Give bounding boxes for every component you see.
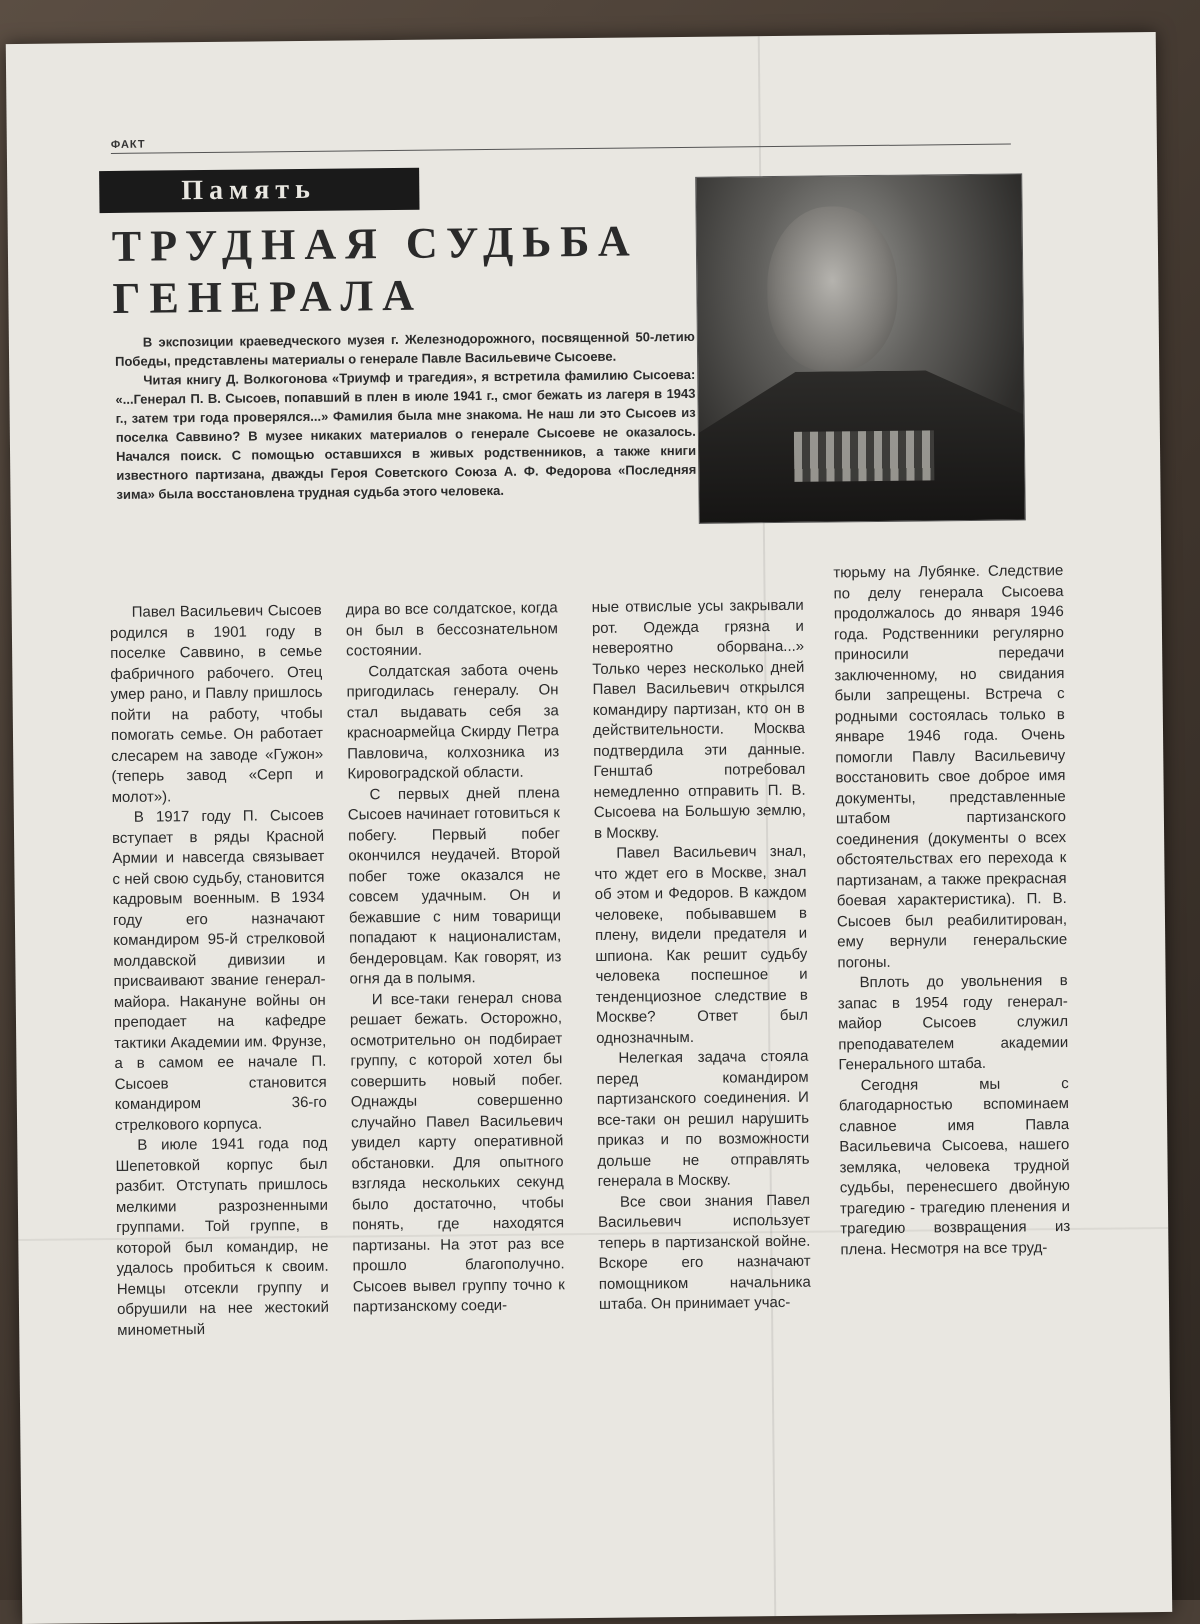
- column-paragraph: Сегодня мы с благодарностью вспоминаем славное имя Павла Васильевича Сысоева, нашего земляка, человека трудной судьбы, перенесшего двойную трагедию - трагедию пленения и трагедию возвращения из плена. Несмотря на все труд-: [838, 1074, 1071, 1258]
- column-paragraph: ные отвислые усы закрывали рот. Одежда грязна и невероятно оборвана...» Только через несколько дней Павел Васильевич открылся командиру партизан, кто он в действительности. Москва подтвердила эти данные. Генштаб потребовал немедленно отправить П. В. Сысоева на Большую землю, в Москву.: [591, 596, 806, 842]
- column-paragraph: Павел Васильевич знал, что ждет его в Москве, знал об этом и Федоров. В каждом человеке, побывавшем в плену, видели предателя и шпиона. Как решит судьбу человека поспешное и тенденциозное следствие в Москве? Ответ был однозначным.: [594, 842, 809, 1047]
- column-paragraph: В июле 1941 года под Шепетовкой корпус был разбит. Отступать пришлось мелкими разрозненными группами. Той группе, в которой был командир, не удалось пробиться к своим. Немцы отсекли группу и обрушили на нее жестокий минометный: [115, 1134, 330, 1339]
- text-column-4: [833, 561, 1074, 1573]
- text-column-3: [592, 596, 815, 1608]
- newspaper-clipping: [6, 32, 1172, 1624]
- photo-face: [767, 206, 899, 372]
- column-paragraph: Нелегкая задача стояла перед командиром партизанского соединения. И все-таки он решил нарушить приказ и по возможности дольше не отправлять генерала в Москву.: [596, 1047, 810, 1190]
- headline-line-1: ТРУДНАЯ СУДЬБА: [111, 216, 639, 271]
- column-paragraph: Павел Васильевич Сысоев родился в 1901 году в поселке Саввино, в семье фабричного рабочего. Отец умер рано, и Павлу пришлось пойти на работу, чтобы помогать семье. Он работает слесарем на заводе «Гужон» (теперь завод «Серп и молот»).: [109, 601, 324, 806]
- column-paragraph: Вплоть до увольнения в запас в 1954 году генерал-майор Сысоев служил преподавателем академии Генерального штаба.: [837, 971, 1069, 1074]
- column-paragraph: тюрьму на Лубянке. Следствие по делу генерала Сысоева продолжалось до января 1946 года. Родственники регулярно приносили передачи заключенному, но свидания были запрещены. Встреча с родными состоялась только в январе 1946 года. Очень помогли Павлу Васильевичу восстановить свое доброе имя документы, представленные штабом партизанского соединения (документы о всех обстоятельствах его перехода к партизанам, а также прекрасная боевая характеристика). П. В. Сысоев был реабилитирован, ему вернули генеральские погоны.: [833, 562, 1068, 971]
- article-lead: [115, 327, 697, 504]
- column-paragraph: В 1917 году П. Сысоев вступает в ряды Красной Армии и навсегда связывает с ней свою судьбу, становится кадровым военным. В 1934 году его назначают командиром 95-й стрелковой молдавской дивизии и присваивают звание генерал-майора. Накануне войны он преподает на кафедре тактики Академии им. Фрунзе, а в самом ее начале П. Сысоев становится командиром 36-го стрелкового корпуса.: [111, 806, 327, 1134]
- page-runner: ФАКТ: [110, 138, 146, 151]
- section-rubric: Память: [99, 168, 419, 213]
- column-paragraph: дира во все солдатское, когда он был в бессознательном состоянии.: [345, 599, 558, 660]
- column-paragraph: С первых дней плена Сысоев начинает готовиться к побегу. Первый побег окончился неудачей. Второй побег тоже оказался не совсем удачным. Он и бежавшие с ним товарищи попадают к националистам, бендеровцам. Как говорят, из огня да в полымя.: [347, 783, 562, 988]
- text-column-1: [110, 601, 333, 1613]
- photo-medals: [794, 430, 935, 481]
- text-column-2: [346, 598, 569, 1610]
- column-paragraph: Солдатская забота очень пригодилась генералу. Он стал выдавать себя за красноармейца Скирду Петра Павловича, колхозника из Кировоградской области.: [346, 660, 560, 783]
- column-paragraph: И все-таки генерал снова решает бежать. Осторожно, осмотрительно он подбирает группу, с которой хотел бы совершить новый побег. Однажды совершенно случайно Павел Васильевич увидел карту оперативной обстановки. Для опытного взгляда нескольких секунд было достаточно, чтобы понять, где находятся партизаны. На этот раз все прошло благополучно. Сысоев вывел группу точно к партизанскому соеди-: [349, 988, 565, 1316]
- headline-line-2: ГЕНЕРАЛА: [112, 270, 424, 323]
- general-portrait-photo: [695, 173, 1026, 523]
- lead-paragraph-2: Читая книгу Д. Волкогонова «Триумф и трагедия», я встретила фамилию Сысоева: «...Генерал П. В. Сысоев, попавший в плен в июле 1941 г., смог бежать из лагеря в 1943 г., затем три года проверялся...» Фамилия была мне знакома. Не наш ли это Сысоев из поселка Саввино? В музее никаких материалов о генерале Сысоеве не оказалось. Начался поиск. С помощью оставшихся в живых родственников, а также книги известного партизана, дважды Героя Советского Союза А. Ф. Федорова «Последняя зима» была восстановлена трудная судьба этого человека.: [115, 366, 697, 502]
- column-paragraph: Все свои знания Павел Васильевич использует теперь в партизанской войне. Вскоре его назначают помощником начальника штаба. Он принимает учас-: [598, 1191, 811, 1313]
- header-rule: [111, 144, 1011, 154]
- article-headline: [112, 215, 673, 325]
- lead-paragraph-1: В экспозиции краеведческого музея г. Железнодорожного, посвященной 50-летию Победы, представлены материалы о генерале Павле Васильевиче Сысоеве.: [115, 328, 695, 369]
